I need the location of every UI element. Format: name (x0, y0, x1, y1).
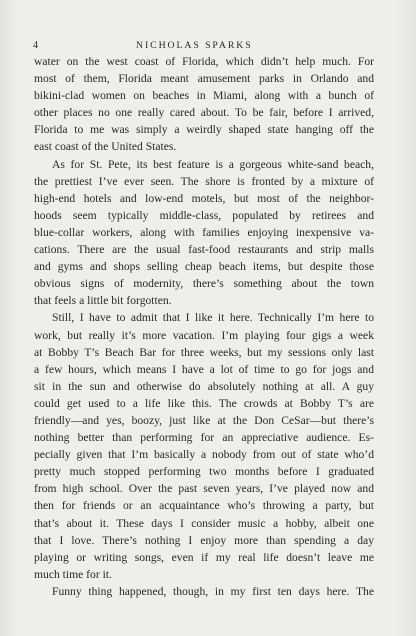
paragraph (34, 309, 374, 583)
text-line: other places no one really cared about. To be fair, before I arrived, (34, 106, 374, 120)
text-line: much time for it. (34, 567, 112, 581)
page-header (33, 39, 383, 53)
text-line: nothing better than performing for an appreciative audience. Es- (34, 431, 374, 445)
text-line: blue-collar workers, along with families enjoying inexpensive va- (34, 225, 374, 239)
text-line: that feels a little bit forgotten. (34, 294, 172, 308)
paragraph (34, 53, 374, 156)
text-line: sit in the sun and otherwise do absolutely nothing at all. A guy (34, 379, 374, 393)
text-line: friendly—and yes, boozy, just like at the Don CeSar—but there’s (34, 413, 374, 427)
page-number: 4 (33, 40, 39, 51)
text-line: Still, I have to admit that I like it here. Technically I’m here to (52, 311, 374, 325)
text-line: cations. There are the usual fast-food restaurants and strip malls (34, 243, 374, 257)
text-line: high-end hotels and low-end motels, but most of the neighbor- (34, 191, 374, 205)
text-line: east coast of the United States. (34, 140, 177, 154)
text-line: that I love. There’s nothing I enjoy more than spending a day (34, 533, 374, 547)
text-line: a few hours, which means I have a lot of time to go for jogs and (34, 362, 374, 376)
text-line: As for St. Pete, its best feature is a gorgeous white-sand beach, (52, 157, 374, 171)
text-line: the prettiest I’ve ever seen. The shore is fronted by a mixture of (34, 174, 374, 188)
text-line: most of them, Florida meant amusement parks in Orlando and (34, 72, 374, 86)
body-text (34, 53, 374, 600)
text-line: work, but really it’s more vacation. I’m playing four gigs a week (34, 328, 374, 342)
text-line: playing or writing songs, even if my real life doesn’t leave me (34, 550, 374, 564)
text-line: at Bobby T’s Beach Bar for three weeks, but my sessions only last (34, 345, 374, 359)
paragraph (34, 156, 374, 310)
running-head-author: NICHOLAS SPARKS (136, 40, 253, 51)
text-line: pretty much stopped performing two months before I graduated (34, 465, 374, 479)
text-line: Florida to me was simply a weirdly shaped state hanging off the (34, 123, 374, 137)
text-line: from high school. Over the past seven years, I’ve played now and (34, 482, 374, 496)
text-line: water on the west coast of Florida, which didn’t help much. For (34, 55, 374, 68)
text-line: and gyms and shops selling cheap beach items, but despite those (34, 260, 374, 274)
text-line: bikini-clad women on beaches in Miami, along with a bunch of (34, 89, 374, 103)
text-line: then for friends or an acquaintance who’s throwing a party, but (34, 499, 374, 513)
text-line: pecially given that I’m basically a nobody from out of state who’d (34, 448, 374, 462)
paragraph (34, 583, 374, 600)
text-line: that’s about it. These days I consider music a hobby, albeit one (34, 516, 374, 530)
text-line: hoods seem typically middle-class, populated by retirees and (34, 208, 374, 222)
text-line: Funny thing happened, though, in my first ten days here. The (52, 584, 374, 598)
text-line: could get used to a life like this. The crowds at Bobby T’s are (34, 396, 374, 410)
text-line: obvious signs of modernity, there’s something about the town (34, 277, 374, 291)
